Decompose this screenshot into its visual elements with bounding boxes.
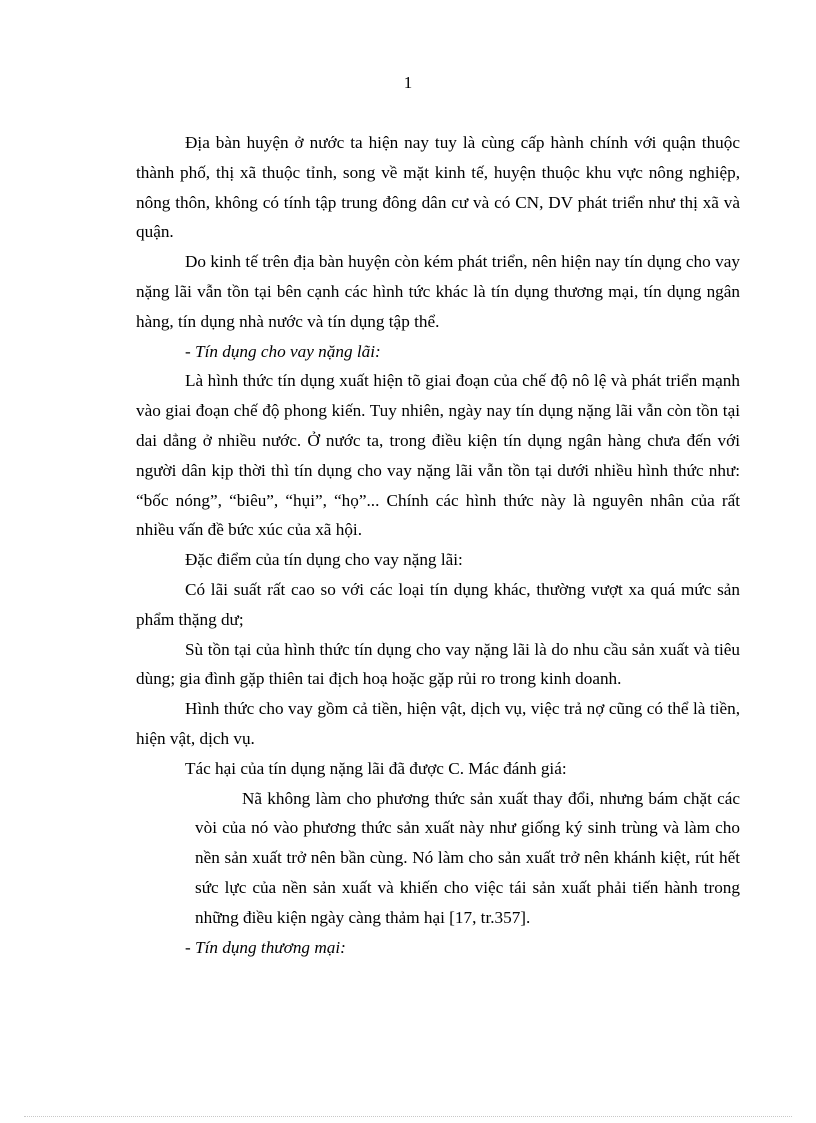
paragraph-high-interest: Có lãi suất rất cao so với các loại tín dụng khác, thường vượt xa quá mức sản phẩm thặng dư; — [136, 579, 740, 629]
page-number: 1 — [403, 73, 413, 92]
paragraph-usury-history: Là hình thức tín dụng xuất hiện tõ giai đoạn của chế độ nô lệ và phát triển mạnh vào giai đoạn chế độ phong kiến. Tuy nhiên, ngày nay tín dụng nặng lãi vẫn còn tồn tại dai dẳng ở nhiều nước. Ở nước ta, trong điều kiện tín dụng ngân hàng chưa đến với người dân kịp thời thì tín dụng cho vay nặng lãi vẫn tồn tại dưới nhiều hình thức như: “bốc nóng”, “biêu”, “hụi”, “họ”... Chính các hình thức này là nguyên nhân của rất nhiều vấn đề bức xúc của xã hội. — [136, 371, 740, 540]
document-body — [136, 128, 740, 962]
paragraph-marx-assessment: Tác hại của tín dụng nặng lãi đã được C. Mác đánh giá: — [185, 758, 567, 778]
heading-usury-credit: - Tín dụng cho vay nặng lãi: — [185, 341, 381, 361]
paragraph-usury-features-title: Đặc điểm của tín dụng cho vay nặng lãi: — [185, 550, 463, 570]
paragraph-lending-forms: Hình thức cho vay gồm cả tiền, hiện vật, dịch vụ, việc trả nợ cũng có thể là tiền, hiện vật, dịch vụ. — [136, 699, 740, 748]
block-quote-marx: Nã không làm cho phương thức sản xuất thay đổi, nhưng bám chặt các vòi của nó vào phương thức sản xuất này như giống ký sinh trùng và làm cho nền sản xuất trở nên bần cùng. Nó làm cho sản xuất trở nên khánh kiệt, rút hết sức lực của nền sản xuất và khiến cho việc tái sản xuất phải tiến hành trong những điều kiện ngày càng thảm hại [17, tr.357]. — [195, 788, 740, 927]
paragraph-district-economy: Địa bàn huyện ở nước ta hiện nay tuy là cùng cấp hành chính với quận thuộc thành phố, thị xã thuộc tỉnh, song về mặt kinh tế, huyện thuộc khu vực nông nghiệp, nông thôn, không có tính tập trung đông dân cư và có CN, DV phát triển như thị xã và quận. — [136, 133, 740, 242]
paragraph-existence-reason: Sù tồn tại của hình thức tín dụng cho vay nặng lãi là do nhu cầu sản xuất và tiêu dùng; gia đình gặp thiên tai địch hoạ hoặc gặp rủi ro trong kinh doanh. — [136, 639, 740, 689]
heading-commercial-credit: - Tín dụng thương mại: — [185, 937, 346, 957]
page-bottom-divider — [24, 1116, 792, 1117]
paragraph-credit-forms: Do kinh tế trên địa bàn huyện còn kém phát triển, nên hiện nay tín dụng cho vay nặng lãi vẫn tồn tại bên cạnh các hình tức khác là tín dụng thương mại, tín dụng ngân hàng, tín dụng nhà nước và tín dụng tập thể. — [136, 252, 740, 331]
